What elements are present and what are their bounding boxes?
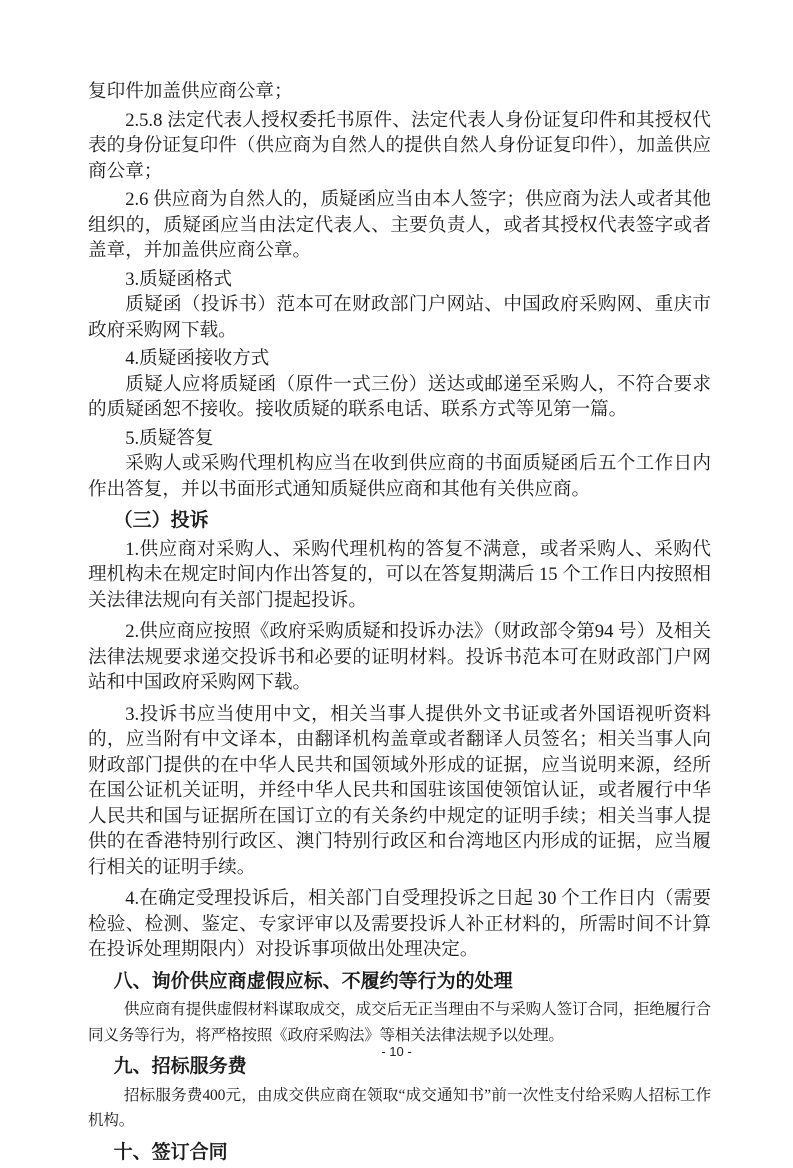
subheading-letter-reply: 5.质疑答复 <box>125 427 214 449</box>
subheading-letter-format: 3.质疑函格式 <box>125 268 233 290</box>
paragraph-2-5-8: 2.5.8 法定代表人授权委托书原件、法定代表人身份证复印件和其授权代表的身份证复印件（供应商为自然人的提供自然人身份证复印件），加盖供应商公章； <box>88 109 711 182</box>
paragraph-letter-receive-detail: 质疑人应将质疑函（原件一式三份）送达或邮递至采购人，不符合要求的质疑函恕不接收。接收质疑的联系电话、联系方式等见第一篇。 <box>88 373 711 420</box>
paragraph-section-8-detail: 供应商有提供虚假材料谋取成交，成交后无正当理由不与采购人签订合同，拒绝履行合同义务等行为，将严格按照《政府采购法》等相关法律法规予以处理。 <box>88 1001 711 1044</box>
document-body <box>88 79 711 1168</box>
page-number: - 10 - <box>381 1044 412 1059</box>
heading-section-9: 九、招标服务费 <box>113 1056 247 1077</box>
paragraph-complaint-3: 3.投诉书应当使用中文，相关当事人提供外文书证或者外国语视听资料的，应当附有中文译本，由翻译机构盖章或者翻译人员签名；相关当事人向财政部门提供的在中华人民共和国领域外形成的证据，应当说明来源，经所在国公证机关证明，并经中华人民共和国驻该国使领馆认证，或者履行中华人民共和国与证据所在国订立的有关条约中规定的证明手续；相关当事人提供的在香港特别行政区、澳门特别行政区和台湾地区内形成的证据，应当履行相关的证明手续。 <box>88 703 711 878</box>
paragraph-letter-format-detail: 质疑函（投诉书）范本可在财政部门户网站、中国政府采购网、重庆市政府采购网下载。 <box>88 294 711 341</box>
heading-section-10: 十、签订合同 <box>113 1141 228 1163</box>
heading-section-8: 八、询价供应商虚假应标、不履约等行为的处理 <box>113 970 513 992</box>
paragraph-section-9-detail: 招标服务费400元，由成交供应商在领取“成交通知书”前一次性支付给采购人招标工作机构。 <box>88 1086 711 1129</box>
paragraph-complaint-1: 1.供应商对采购人、采购代理机构的答复不满意，或者采购人、采购代理机构未在规定时间内作出答复的，可以在答复期满后 15 个工作日内按照相关法律法规向有关部门提起投诉。 <box>88 538 711 611</box>
paragraph-continuation: 复印件加盖供应商公章； <box>88 81 293 102</box>
subheading-letter-receive: 4.质疑函接收方式 <box>125 348 270 369</box>
heading-complaint: （三）投诉 <box>113 510 209 531</box>
paragraph-complaint-2: 2.供应商应按照《政府采购质疑和投诉办法》（财政部令第94 号）及相关法律法规要求递交投诉书和必要的证明材料。投诉书范本可在财政部门户网站和中国政府采购网下载。 <box>88 621 711 693</box>
paragraph-complaint-4: 4.在确定受理投诉后，相关部门自受理投诉之日起 30 个工作日内（需要检验、检测、鉴定、专家评审以及需要投诉人补正材料的，所需时间不计算在投诉处理期限内）对投诉事项做出处理决定。 <box>88 888 711 960</box>
paragraph-2-6: 2.6 供应商为自然人的，质疑函应当由本人签字；供应商为法人或者其他组织的，质疑函应当由法定代表人、主要负责人，或者其授权代表签字或者盖章，并加盖供应商公章。 <box>88 189 711 261</box>
paragraph-letter-reply-detail: 采购人或采购代理机构应当在收到供应商的书面质疑函后五个工作日内作出答复，并以书面形式通知质疑供应商和其他有关供应商。 <box>88 453 711 500</box>
